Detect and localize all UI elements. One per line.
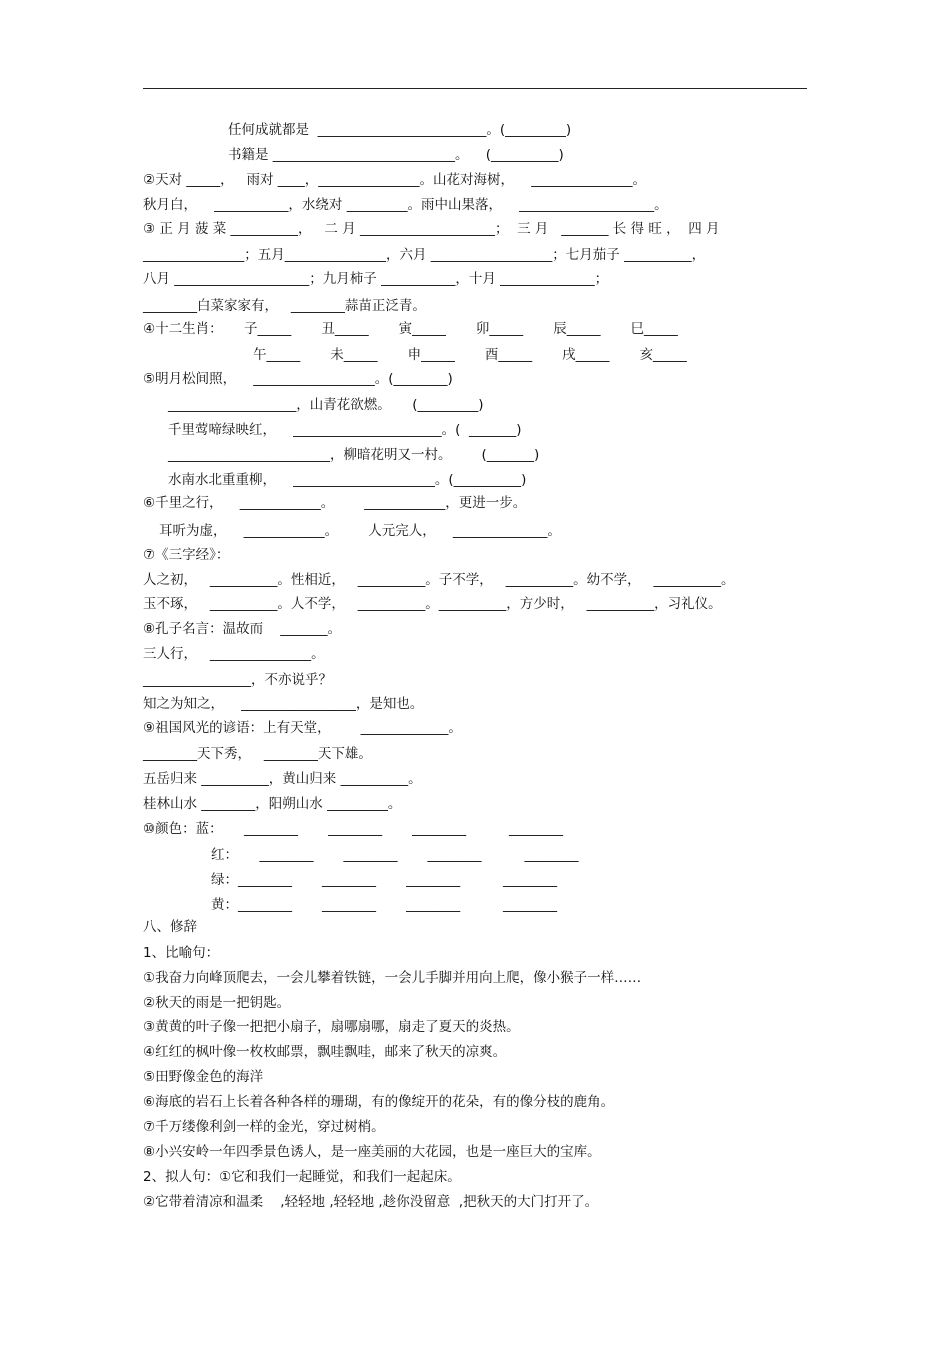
text-line: ①我奋力向峰顶爬去，一会儿攀着铁链，一会儿手脚并用向上爬，像小猴子一样……: [143, 970, 642, 986]
text-line: 午_____ 未_____ 申_____ 酉_____ 戌_____ 亥_____: [253, 347, 687, 363]
text-line: ________________，不亦说乎？: [143, 672, 332, 688]
text-line: ________天下秀， ________天下雄。: [143, 746, 372, 762]
text-line: ⑤明月松间照， __________________。(________): [143, 371, 453, 387]
text-line: 三人行， _______________。: [143, 646, 325, 662]
text-line: ③黄黄的叶子像一把把小扇子，扇哪扇哪，扇走了夏天的炎热。: [143, 1019, 520, 1035]
text-line: ④红红的枫叶像一枚枚邮票，飘哇飘哇，邮来了秋天的凉爽。: [143, 1044, 507, 1060]
text-line: ②它带着清凉和温柔 ,轻轻地 ,轻轻地 ,趁你没留意 ,把秋天的大门打开了。: [143, 1194, 599, 1210]
text-line: ________________________，柳暗花明又一村。 (_______): [168, 447, 540, 463]
header-rule: [143, 88, 807, 89]
text-line: 耳听为虚， ____________。 人元完人， ______________。: [159, 523, 561, 539]
text-line: ②天对 _____， 雨对 ____，_______________。山花对海树， _______________。: [143, 172, 646, 188]
text-line: ⑦《三字经》：: [143, 547, 230, 563]
text-line: 任何成就都是 _________________________。(_________): [228, 122, 572, 138]
text-line: 1、比喻句：: [143, 945, 220, 961]
text-line: 2、拟人句：①它和我们一起睡觉，和我们一起起床。: [143, 1169, 461, 1185]
text-line: 红： ________ ________ ________ ________: [211, 847, 579, 863]
text-line: 绿：________ ________ ________ ________: [211, 872, 557, 888]
text-line: _______________；五月_______________，六月 __________________；七月茄子 __________，: [143, 247, 706, 263]
text-line: 水南水北重重柳， _____________________。(__________): [168, 472, 527, 488]
text-line: ②秋天的雨是一把钥匙。: [143, 995, 291, 1011]
text-line: 八月 ____________________；九月柿子 ___________，十月 ______________；: [143, 271, 609, 287]
text-line: ⑨祖国风光的谚语：上有天堂， _____________。: [143, 720, 462, 736]
text-line: 黄：________ ________ ________ ________: [211, 897, 557, 913]
text-line: 五岳归来 __________，黄山归来 __________。: [143, 771, 422, 787]
text-line: ___________________，山青花欲燃。 (_________): [168, 397, 484, 413]
text-line: ⑥海底的岩石上长着各种各样的珊瑚，有的像绽开的花朵，有的像分枝的鹿角。: [143, 1094, 615, 1110]
text-line: ⑦千万缕像利剑一样的金光，穿过树梢。: [143, 1119, 385, 1135]
text-line: ⑥千里之行， ____________。 ____________，更进一步。: [143, 495, 527, 511]
text-line: 千里莺啼绿映红， ______________________。( _______): [168, 422, 522, 438]
text-line: 人之初， __________。性相近， __________。子不学， __________。幼不学， __________。: [143, 572, 735, 588]
text-line: 玉不琢， __________。人不学， __________。__________，方少时， __________，习礼仪。: [143, 596, 722, 612]
text-line: ________白菜家家有， ________蒜苗正泛青。: [143, 298, 426, 314]
text-line: ④十二生肖： 子_____ 丑_____ 寅_____ 卯_____ 辰_____ 巳_____: [143, 321, 678, 337]
text-line: ⑩颜色：蓝： ________ ________ ________ ________: [143, 821, 564, 837]
text-line: 八、修辞: [143, 919, 197, 935]
text-line: 知之为知之， _________________，是知也。: [143, 696, 424, 712]
text-line: 桂林山水 ________，阳朔山水 _________。: [143, 796, 402, 812]
text-line: ⑧孔子名言：温故而 _______。: [143, 621, 342, 637]
text-line: ⑧小兴安岭一年四季景色诱人，是一座美丽的大花园，也是一座巨大的宝库。: [143, 1144, 601, 1160]
text-line: 秋月白， ___________，水绕对 _________。雨中山果落， ____________________。: [143, 197, 668, 213]
text-line: 书籍是 ___________________________。 (__________): [228, 147, 564, 163]
text-line: ⑤田野像金色的海洋: [143, 1069, 264, 1085]
text-line: ③ 正 月 菠 菜 __________， 二 月 ____________________； 三 月 _______ 长 得 旺 ， 四 月: [143, 221, 720, 237]
